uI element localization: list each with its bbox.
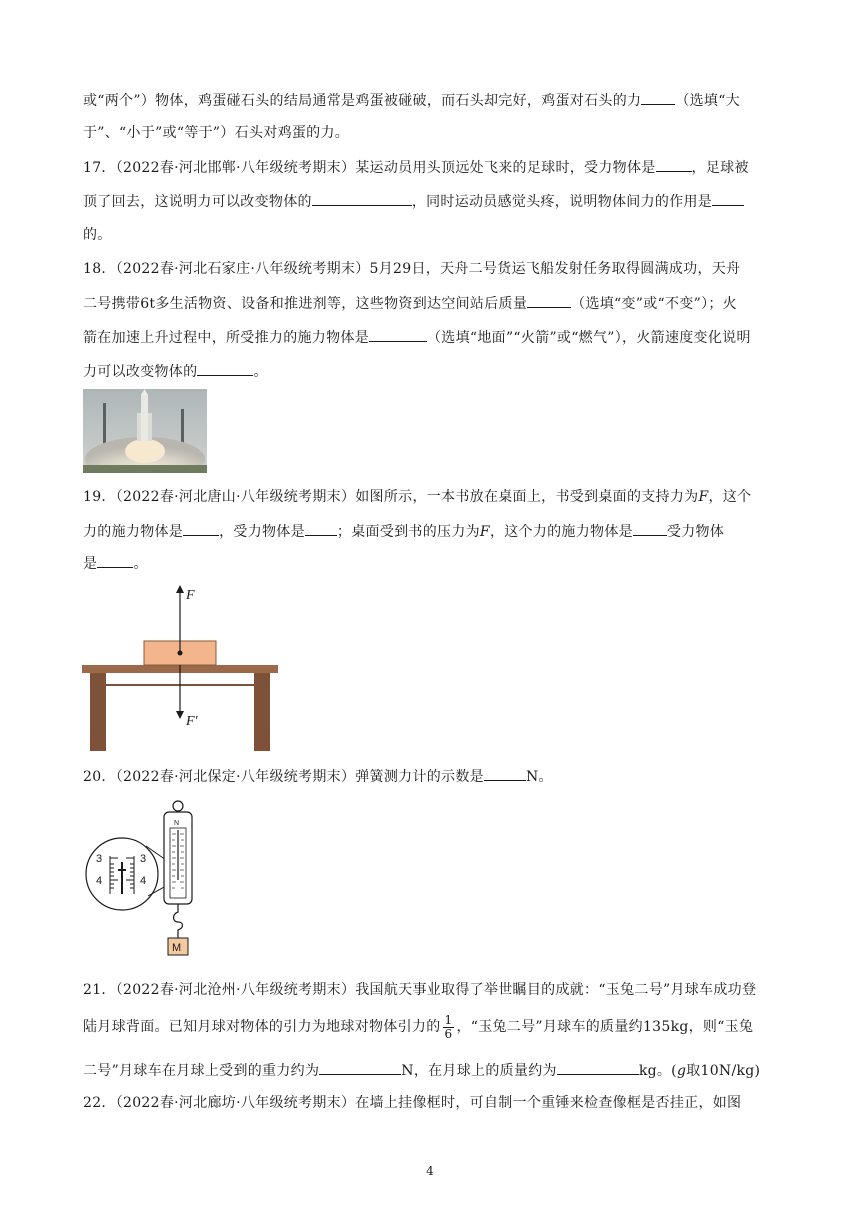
page-number: 4: [426, 1164, 434, 1178]
q18-blank-2: [369, 327, 427, 342]
q18-text-d: 箭在加速上升过程中，所受推力的施力物体是: [83, 330, 369, 346]
scale-number-4-left: 4: [96, 875, 103, 887]
rocket-launch-photo: [83, 389, 207, 473]
q19-blank-2: [305, 521, 337, 536]
q18-text-g: 。: [253, 364, 268, 380]
q18-text-e: （选填“地面”“火箭”或“燃气”），火箭速度变化说明: [427, 330, 751, 346]
q18-text-b: 二号携带6t多生活物资、设备和推进剂等，这些物资到达空间站后质量: [83, 296, 528, 312]
q21-text-c: ，“玉兔二号”月球车的质量约135kg，则“玉兔: [456, 1019, 754, 1035]
q19-line-1: [83, 487, 751, 507]
book-on-table-figure: [82, 583, 282, 753]
q16-blank-1: [641, 90, 675, 105]
q21-line-1: [83, 980, 756, 1000]
rocket-body: [141, 395, 148, 441]
label-f-prime: F′: [186, 714, 198, 729]
exhaust-smoke-core: [125, 439, 165, 463]
q16-text-a: 或“两个”）物体，鸡蛋碰石头的结局通常是鸡蛋被碰破，而石头却完好，鸡蛋对石头的力: [83, 93, 642, 109]
bottom-hook: [174, 904, 183, 938]
rocket-booster-left: [137, 413, 141, 441]
q17-line-3: [83, 225, 112, 245]
q18-blank-1: [527, 293, 571, 308]
q18-line-1: [83, 259, 740, 279]
q17-blank-2: [312, 191, 412, 206]
q19-symbol-f2: F: [479, 524, 490, 540]
ground: [83, 465, 207, 473]
q16-line-1: [83, 90, 740, 111]
q20-blank-1: [484, 766, 526, 781]
q17-blank-1: [656, 157, 692, 172]
fraction-numerator: 1: [444, 1012, 453, 1027]
q21-text-b: 陆月球背面。已知月球对物体的引力为地球对物体引力的: [83, 1019, 441, 1035]
q19-symbol-f: F: [698, 489, 709, 505]
q19-text-e: ；桌面受到书的压力为: [336, 524, 480, 540]
table-leg-left: [90, 673, 106, 751]
q22-text-a: 22．（2022春·河北廊坊·八年级统考期末）在墙上挂像框时，可自制一个重锤来检查像框是否挂正，如图: [83, 1095, 742, 1111]
q17-text-e: 的。: [83, 227, 112, 243]
q21-text-a: 21．（2022春·河北沧州·八年级统考期末）我国航天事业取得了举世瞩目的成就：“玉兔二号”月球车成功登: [83, 982, 757, 998]
q17-text-d: ，同时运动员感觉头疼，说明物体间力的作用是: [411, 194, 713, 210]
q21-symbol-g: g: [676, 1063, 687, 1079]
q16-line-2: [83, 123, 349, 143]
q21-text-d: 二号”月球车在月球上受到的重力约为: [83, 1063, 320, 1079]
q19-text-c: 力的施力物体是: [83, 524, 184, 540]
fraction-denominator: 6: [444, 1026, 453, 1041]
q18-line-2: [83, 293, 737, 314]
q19-text-h: 是: [83, 556, 98, 572]
q18-line-4: [83, 361, 268, 382]
scale-number-4-right: 4: [140, 875, 147, 887]
q21-text-g: 取10N/kg): [686, 1063, 761, 1079]
q17-text-c: 顶了回去，这说明力可以改变物体的: [83, 194, 312, 210]
q21-blank-1: [319, 1060, 401, 1075]
spring-scale-figure: [84, 798, 214, 958]
q19-text-a: 19．（2022春·河北唐山·八年级统考期末）如图所示，一本书放在桌面上，书受到桌面的支持力为: [83, 489, 699, 505]
q17-blank-3: [712, 191, 744, 206]
arrowhead-down: [176, 711, 184, 719]
q18-line-3: [83, 327, 751, 348]
top-ring: [173, 801, 183, 811]
q19-text-i: 。: [133, 556, 148, 572]
q19-text-g: 受力物体: [666, 524, 725, 540]
q18-text-f: 力可以改变物体的: [83, 364, 198, 380]
q16-text-b: （选填“大: [675, 93, 740, 109]
weight-label: M: [172, 942, 182, 954]
dial-unit-label: N: [174, 820, 180, 827]
q19-line-2: [83, 521, 724, 542]
q17-text-a: 17．（2022春·河北邯郸·八年级统考期末）某运动员用头顶远处飞来的足球时，受力物体是: [83, 160, 656, 176]
q17-text-b: ，足球被: [691, 160, 749, 176]
q19-line-3: [83, 553, 148, 574]
q21-text-f: kg。(: [638, 1063, 677, 1079]
q17-line-1: [83, 157, 749, 178]
q16-text-c: 于”、“小于”或“等于”）石头对鸡蛋的力。: [83, 125, 350, 141]
q19-blank-4: [97, 553, 133, 568]
q21-line-3: [83, 1060, 760, 1081]
q19-blank-3: [633, 521, 667, 536]
q19-text-f: ，这个力的施力物体是: [489, 524, 633, 540]
rocket-booster-right: [148, 413, 152, 441]
q19-text-d: ，受力物体是: [219, 524, 305, 540]
q18-text-c: （选填“变”或“不变”）；火: [571, 296, 737, 312]
label-f: F: [186, 588, 195, 603]
q17-line-2: [83, 191, 744, 212]
scale-number-3-left: 3: [96, 853, 103, 865]
q21-line-2: [83, 1010, 753, 1044]
fraction-one-sixth: [443, 1014, 455, 1041]
q21-blank-2: [557, 1060, 639, 1075]
arrowhead-up: [176, 585, 184, 593]
q21-text-e: N，在月球上的质量约为: [401, 1063, 557, 1079]
table-leg-right: [254, 673, 270, 751]
scale-number-3-right: 3: [140, 853, 147, 865]
q20-line-1: [83, 766, 553, 787]
q20-text-b: N。: [525, 769, 553, 785]
q19-text-b: ，这个: [708, 489, 752, 505]
q18-blank-3: [197, 361, 253, 376]
q18-text-a: 18．（2022春·河北石家庄·八年级统考期末）5月29日，天舟二号货运飞船发射任务取得圆满成功，天舟: [83, 261, 741, 277]
q20-text-a: 20．（2022春·河北保定·八年级统考期末）弹簧测力计的示数是: [83, 769, 484, 785]
q19-blank-1: [183, 521, 219, 536]
q22-line-1: [83, 1093, 741, 1113]
